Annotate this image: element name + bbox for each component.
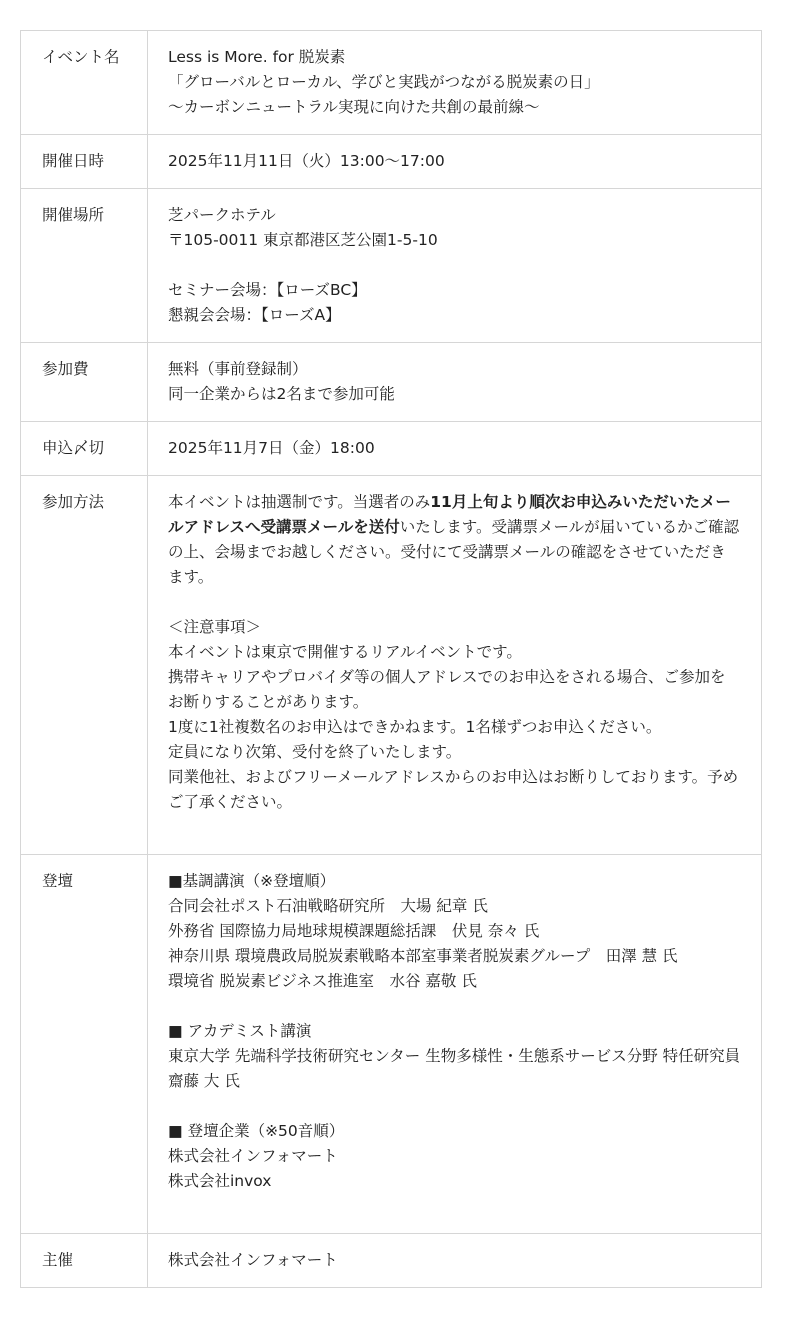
value-venue [148, 189, 762, 343]
label-datetime: 開催日時 [21, 135, 148, 189]
fee-amount: 無料（事前登録制） [168, 360, 308, 378]
organizer-name: 株式会社インフォマート [168, 1251, 338, 1269]
companies-heading: ■ 登壇企業（※50音順） [168, 1122, 345, 1140]
note-item: 定員になり次第、受付を終了いたします。 [168, 743, 462, 761]
method-intro-pre: 本イベントは抽選制です。当選者のみ [168, 493, 431, 511]
spacer [168, 994, 741, 1019]
seminar-room: セミナー会場：【ローズBC】 [168, 281, 367, 299]
notes-heading: ＜注意事項＞ [168, 618, 262, 636]
method-intro [168, 490, 741, 590]
note-item: 本イベントは東京で開催するリアルイベントです。 [168, 643, 522, 661]
event-info-table [20, 30, 762, 1288]
row-speakers [21, 855, 762, 1234]
company-item: 株式会社invox [168, 1172, 272, 1190]
speaker-item: 合同会社ポスト石油戦略研究所 大場 紀章 氏 [168, 897, 488, 915]
row-fee [21, 343, 762, 422]
fee-limit: 同一企業からは2名まで参加可能 [168, 385, 395, 403]
event-title: Less is More. for 脱炭素 [168, 48, 346, 66]
label-event-name: イベント名 [21, 31, 148, 135]
label-fee: 参加費 [21, 343, 148, 422]
row-event-name [21, 31, 762, 135]
academic-heading: ■ アカデミスト講演 [168, 1022, 312, 1040]
value-deadline [148, 422, 762, 476]
company-item: 株式会社インフォマート [168, 1147, 338, 1165]
value-method [148, 476, 762, 855]
event-subtitle: 「グローバルとローカル、学びと実践がつながる脱炭素の日」 [168, 73, 600, 91]
label-deadline: 申込〆切 [21, 422, 148, 476]
speaker-item: 外務省 国際協力局地球規模課題総括課 伏見 奈々 氏 [168, 922, 540, 940]
deadline-datetime: 2025年11月7日（金）18:00 [168, 439, 375, 457]
reception-room: 懇親会会場：【ローズA】 [168, 306, 341, 324]
label-speakers: 登壇 [21, 855, 148, 1234]
value-speakers [148, 855, 762, 1234]
spacer [168, 1094, 741, 1119]
value-datetime [148, 135, 762, 189]
row-organizer [21, 1234, 762, 1288]
event-datetime: 2025年11月11日（火）13:00～17:00 [168, 152, 445, 170]
note-item: 1度に1社複数名のお申込はできかねます。1名様ずつお申込ください。 [168, 718, 662, 736]
method-intro-emphasis: 11月上旬より順次お申込みいただいたメールアドレスへ受講票メールを送付 [168, 493, 731, 536]
speaker-item: 神奈川県 環境農政局脱炭素戦略本部室事業者脱炭素グループ 田澤 慧 氏 [168, 947, 678, 965]
event-tagline: ～カーボンニュートラル実現に向けた共創の最前線～ [168, 98, 540, 116]
value-organizer [148, 1234, 762, 1288]
row-datetime [21, 135, 762, 189]
row-method [21, 476, 762, 855]
keynote-heading: ■基調講演（※登壇順） [168, 872, 336, 890]
speaker-item: 環境省 脱炭素ビジネス推進室 水谷 嘉敬 氏 [168, 972, 477, 990]
label-method: 参加方法 [21, 476, 148, 855]
label-venue: 開催場所 [21, 189, 148, 343]
method-intro-post: いたします。受講票メールが届いているかご確認の上、会場までお越しください。受付にて受講票メールの確認をさせていただきます。 [168, 518, 740, 586]
value-fee [148, 343, 762, 422]
spacer [168, 253, 741, 278]
note-item: 携帯キャリアやプロバイダ等の個人アドレスでのお申込をされる場合、ご参加をお断りすることがあります。 [168, 668, 726, 711]
value-event-name [148, 31, 762, 135]
note-item: 同業他社、およびフリーメールアドレスからのお申込はお断りしております。予めご了承ください。 [168, 768, 739, 811]
venue-name: 芝パークホテル [168, 206, 276, 224]
label-organizer: 主催 [21, 1234, 148, 1288]
row-venue [21, 189, 762, 343]
row-deadline [21, 422, 762, 476]
speaker-item: 東京大学 先端科学技術研究センター 生物多様性・生態系サービス分野 特任研究員 齋藤 大 氏 [168, 1047, 756, 1090]
spacer [168, 590, 741, 615]
venue-address: 〒105-0011 東京都港区芝公園1-5-10 [168, 231, 438, 249]
